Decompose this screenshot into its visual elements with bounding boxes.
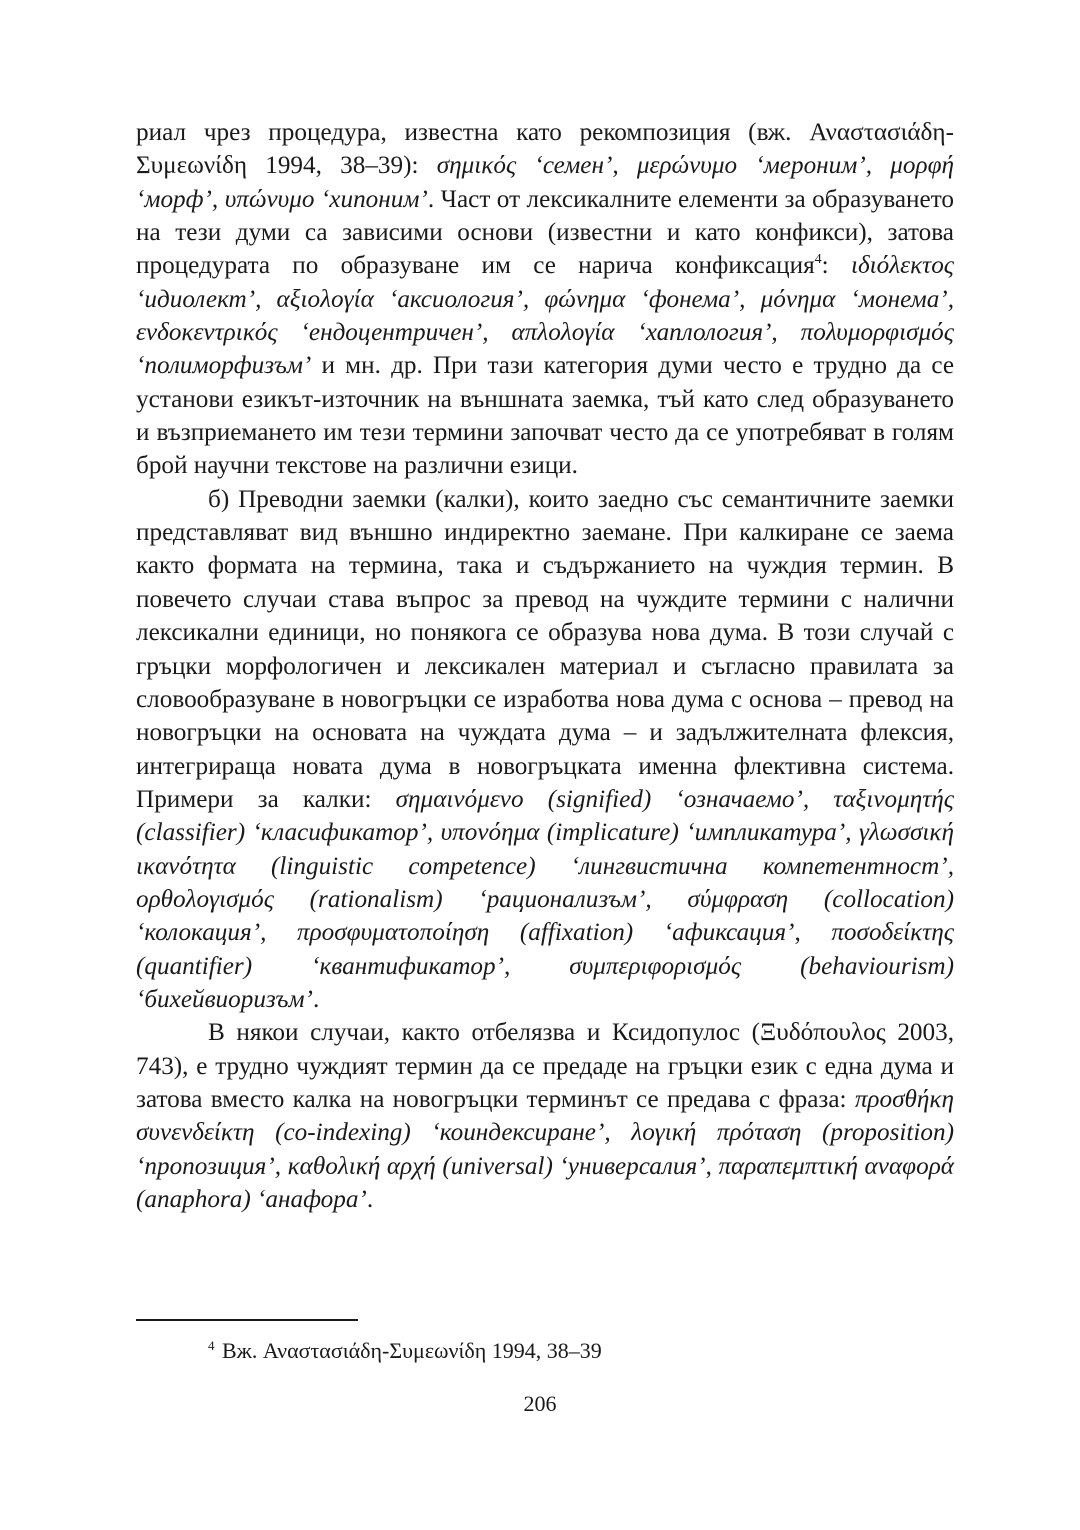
page-number: 206 [523,1391,557,1416]
text-run: и мн. др. При тази категория думи често е трудно да се установи езикът-източник на външната заемка, тъй като след образуването и възприемането им тези термини започват често да се употребяват в голям брой научни текстове на различни езици. [136,352,954,480]
footnote [208,1337,908,1365]
paragraph [136,116,954,483]
paragraph [136,483,954,1017]
text-run: В някои случаи, както отбелязва и Ксидопулос (Ξυδόπουλος 2003, 743), е трудно чуждият термин да се предаде на гръцки език с една дума и затова вместо калка на новогръцки терминът се предава с фраза: [136,1019,954,1113]
text-run: , [794,919,832,947]
paragraph [136,1016,954,1216]
italic-term-list: παραπεμπτική αναφορά (anaphora) ‘анафора’ [136,1152,955,1213]
italic-term-list: σημαινόμενο (signified) ‘означаемо’, ταξινομητής (classifier) ‘класификатор’, υπονόημα (implicature) ‘импликатура’, γλωσσική ικανότητα (linguistic competence) ‘лингвистична компетентност’, ορθολογισμός (rationalism) ‘рационализъм’, σύμφραση (collocation) ‘колокация’, προσφυματοποίηση (affixation) ‘афиксация’ [136,785,954,947]
text-run: . [366,1186,374,1213]
footnote-text: Вж. Αναστασιάδη-Συμεωνίδη 1994, 38–39 [216,1338,602,1363]
footnote-separator [136,1319,358,1321]
italic-term-list: προσθήκη συνενδείκτη (co-indexing) ‘коиндексиране’, λογική πρόταση (proposition) ‘пропозиция’, καθολική αρχή (universal) ‘универсалия’ [136,1085,954,1180]
body-text [136,116,954,1216]
italic-term-list: ποσοδείκτης (quantifier) ‘квантификатор’, συμπεριφορισμός (behaviourism) ‘бихейвиоризъм’ [136,919,954,1013]
text-run: риал чрез процедура, известна като рекомпозиция (вж. Αναστασιάδη-Συμεωνίδη 1994, 38–39): [136,119,954,180]
text-run: б) Преводни заемки (калки), които заедно със семантичните заемки представляват вид външно индиректно заемане. При калкиране се заема както формата на термина, така и съдържанието на чуждия термин. В повечето случаи става въпрос за превод на чуждите термини с налични лексикални единици, но понякога се образува нова дума. В този случай с гръцки морфологичен и лексикален материал и съгласно правилата за словообразуване в новогръцки се изработва нова дума с основа – превод на новогръцки на основата на чуждата дума – и задължителната флексия, интегрираща новата дума в новогръцката именна флективна система. Примери за калки: [136,485,954,813]
italic-term-list: σημικός ‘семен’, μερώνυμο ‘мероним’, μορφή ‘морф’, υπώνυμο ‘хипоним’ [136,152,954,213]
text-run: , [705,1152,719,1180]
text-run: : [821,252,851,280]
text-run: . [312,985,320,1013]
text-run: . Част от лексикалните елементи за образуването на тези думи са зависими основи (известни и като конфикси), затова процедурата по образуване им се нарича конфиксация [136,185,954,280]
italic-term-list: ιδιόλεκτος ‘идиолект’, αξιολογία ‘аксиология’, φώνημα ‘фонема’, μόνημα ‘монема’, ενδοκεντρικός ‘ендоцентричен’, απλολογία ‘хаплология’, πολυμορφισμός ‘полиморфизъм’ [136,252,955,380]
footnote-ref: 4 [814,252,822,268]
footnote-marker: 4 [208,1338,215,1353]
